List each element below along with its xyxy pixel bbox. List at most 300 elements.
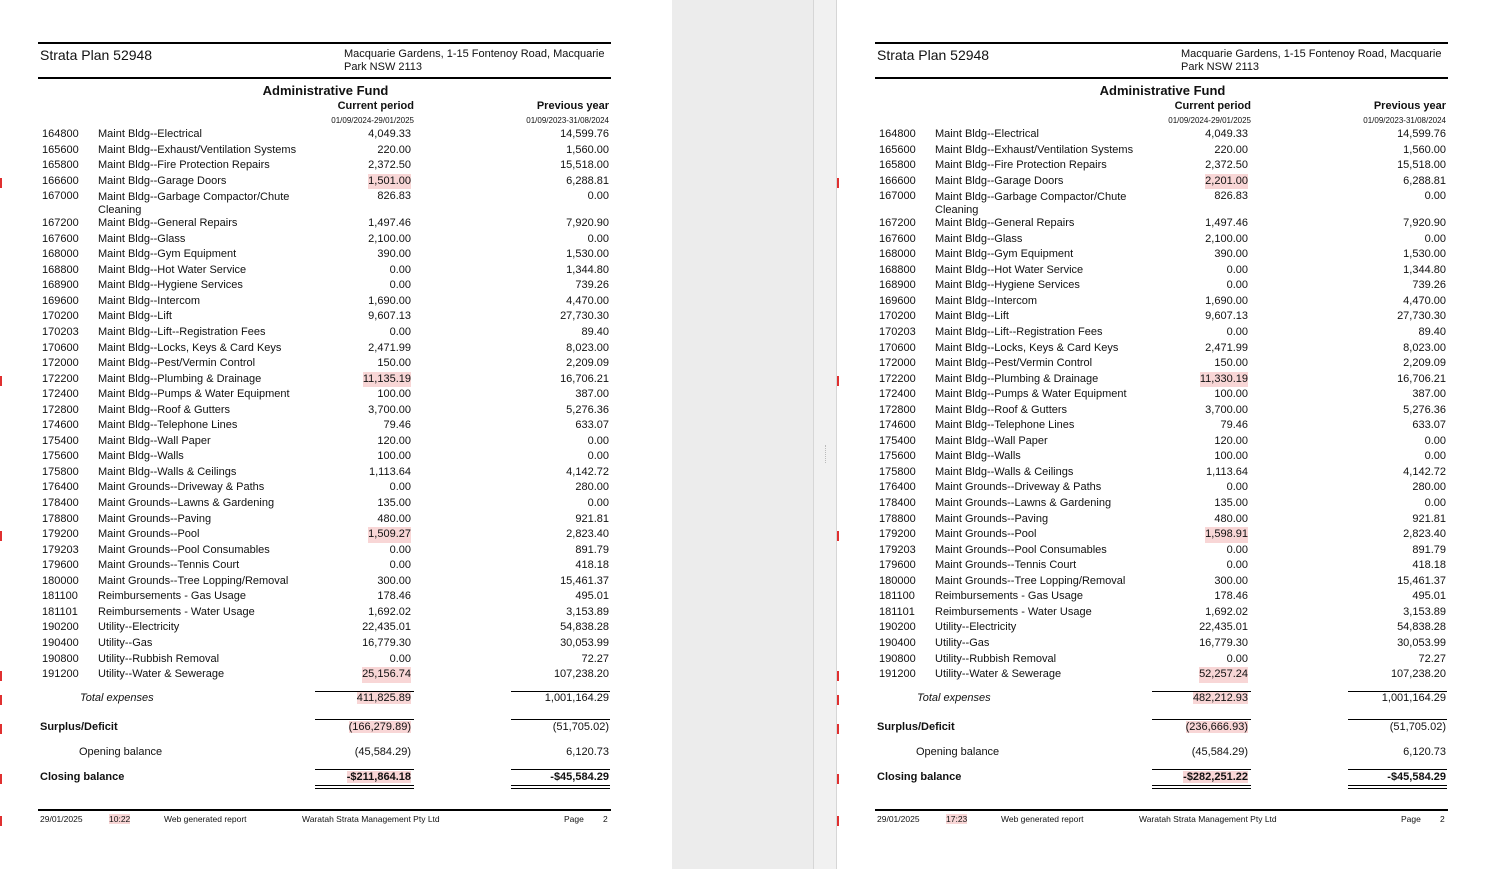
current-amount: 0.00 <box>1226 279 1248 292</box>
account-description: Utility--Gas <box>935 636 990 649</box>
previous-amount: 0.00 <box>587 497 609 510</box>
account-description: Maint Bldg--Wall Paper <box>98 434 211 447</box>
account-code: 167600 <box>879 232 916 245</box>
table-row <box>875 278 1448 294</box>
previous-amount: 16,706.21 <box>560 372 609 385</box>
previous-amount: 739.26 <box>1412 279 1446 292</box>
current-amount: 2,372.50 <box>1205 159 1248 172</box>
account-description: Maint Bldg--Walls & Ceilings <box>98 465 237 478</box>
current-amount: 0.00 <box>389 543 411 556</box>
closing-cur-top-rule <box>1152 769 1251 770</box>
expense-table <box>38 127 611 683</box>
property-address: Macquarie Gardens, 1-15 Fontenoy Road, Macquarie Park NSW 2113 <box>1181 48 1442 73</box>
account-code: 170200 <box>879 310 916 323</box>
previous-amount: 1,344.80 <box>1403 263 1446 276</box>
closing-balance-current: -$282,251.22 <box>1183 771 1248 783</box>
table-row <box>875 356 1448 372</box>
table-row <box>875 449 1448 465</box>
account-description: Maint Bldg--Lift <box>935 310 1009 323</box>
account-code: 167200 <box>42 217 79 230</box>
account-code: 181100 <box>879 590 915 603</box>
current-amount: 0.00 <box>389 263 411 276</box>
total-expenses-current: 482,212.93 <box>1192 692 1248 704</box>
previous-amount: 418.18 <box>575 559 609 572</box>
closing-cur-double-rule <box>315 785 414 789</box>
account-description: Utility--Electricity <box>935 621 1017 634</box>
account-code: 169600 <box>879 294 916 307</box>
previous-amount: 2,209.09 <box>566 357 609 370</box>
left-document-pane[interactable] <box>0 0 672 869</box>
previous-amount: 0.00 <box>587 450 609 463</box>
account-description: Maint Bldg--Walls & Ceilings <box>935 465 1074 478</box>
table-row <box>38 512 611 528</box>
account-description: Maint Bldg--Exhaust/Ventilation Systems <box>935 143 1134 156</box>
account-code: 180000 <box>42 574 79 587</box>
previous-amount: 633.07 <box>575 419 609 432</box>
previous-amount: 0.00 <box>1424 497 1446 510</box>
table-row <box>875 667 1448 683</box>
previous-amount: 54,838.28 <box>560 621 609 634</box>
account-description: Maint Grounds--Tree Lopping/Removal <box>935 574 1126 587</box>
table-row <box>38 496 611 512</box>
account-description: Maint Grounds--Tennis Court <box>98 559 240 572</box>
account-description: Maint Grounds--Tennis Court <box>935 559 1077 572</box>
account-code: 178800 <box>42 512 79 525</box>
table-row <box>875 636 1448 652</box>
previous-amount: 54,838.28 <box>1397 621 1446 634</box>
current-amount: 0.00 <box>1226 326 1248 339</box>
table-row <box>875 418 1448 434</box>
change-marker <box>837 724 839 734</box>
account-code: 172200 <box>879 372 916 385</box>
previous-amount: 921.81 <box>575 512 609 525</box>
account-code: 175400 <box>879 434 916 447</box>
total-expenses-current: 411,825.89 <box>356 692 411 704</box>
account-description: Maint Bldg--Gym Equipment <box>98 248 237 261</box>
account-description: Maint Bldg--Hygiene Services <box>935 279 1080 292</box>
current-amount: 3,700.00 <box>1205 403 1248 416</box>
change-marker <box>0 724 2 734</box>
account-description: Maint Bldg--Exhaust/Ventilation Systems <box>98 143 297 156</box>
footer-company: Waratah Strata Management Pty Ltd <box>302 814 440 824</box>
pane-splitter[interactable] <box>813 0 837 869</box>
account-code: 172400 <box>879 388 916 401</box>
account-code: 178400 <box>879 497 916 510</box>
fund-title: Administrative Fund <box>262 83 389 98</box>
account-description: Reimbursements - Gas Usage <box>98 590 246 603</box>
account-code: 168000 <box>879 248 916 261</box>
table-row <box>38 387 611 403</box>
previous-amount: 2,823.40 <box>1403 528 1446 541</box>
current-amount: 300.00 <box>377 574 411 587</box>
previous-amount: 27,730.30 <box>560 310 609 323</box>
current-amount: 100.00 <box>377 450 411 463</box>
table-row <box>38 605 611 621</box>
account-description: Maint Bldg--Lift--Registration Fees <box>98 326 266 339</box>
property-address: Macquarie Gardens, 1-15 Fontenoy Road, Macquarie Park NSW 2113 <box>344 48 605 73</box>
previous-amount: 7,920.90 <box>1403 217 1446 230</box>
account-description: Maint Grounds--Tree Lopping/Removal <box>98 574 289 587</box>
table-row <box>875 387 1448 403</box>
account-description: Maint Bldg--Pest/Vermin Control <box>935 357 1093 370</box>
table-row <box>875 589 1448 605</box>
strata-plan-title: Strata Plan 52948 <box>40 47 153 63</box>
account-description: Maint Bldg--Garage Doors <box>98 174 227 187</box>
table-row <box>875 543 1448 559</box>
table-row <box>38 465 611 481</box>
previous-amount: 4,470.00 <box>566 294 609 307</box>
table-row <box>875 620 1448 636</box>
previous-amount: 107,238.20 <box>553 668 609 681</box>
table-row <box>875 189 1448 216</box>
current-amount: 2,372.50 <box>368 159 411 172</box>
pane-gutter <box>672 0 813 869</box>
current-amount: 0.00 <box>1226 481 1248 494</box>
change-marker <box>0 671 2 681</box>
account-description: Utility--Water & Sewerage <box>98 668 225 681</box>
footer-rule <box>38 809 611 811</box>
previous-amount: 1,560.00 <box>1403 143 1446 156</box>
table-row <box>38 174 611 190</box>
current-amount: 0.00 <box>1226 559 1248 572</box>
previous-amount: 921.81 <box>1412 512 1446 525</box>
account-description: Maint Bldg--Glass <box>98 232 186 245</box>
opening-balance-label: Opening balance <box>79 746 163 758</box>
account-code: 168800 <box>42 263 79 276</box>
previous-amount: 107,238.20 <box>1390 668 1446 681</box>
current-amount: 390.00 <box>1214 248 1248 261</box>
current-amount: 0.00 <box>1226 263 1248 276</box>
closing-prev-top-rule <box>511 769 610 770</box>
change-marker <box>0 376 2 386</box>
account-code: 175400 <box>42 434 79 447</box>
account-description: Maint Bldg--General Repairs <box>935 217 1075 230</box>
previous-year-dates: 01/09/2023-31/08/2024 <box>526 116 609 125</box>
account-code: 166600 <box>42 174 79 187</box>
account-code: 165600 <box>879 143 916 156</box>
current-period-dates: 01/09/2024-29/01/2025 <box>331 116 414 125</box>
change-marker <box>0 816 2 826</box>
table-row <box>875 434 1448 450</box>
closing-prev-double-rule <box>511 785 610 789</box>
current-amount: 79.46 <box>1220 419 1248 432</box>
account-description: Maint Bldg--Roof & Gutters <box>935 403 1068 416</box>
table-row <box>38 620 611 636</box>
closing-balance-current: -$211,864.18 <box>346 771 411 783</box>
footer-time: 17:23 <box>946 814 968 824</box>
table-row <box>38 216 611 232</box>
account-code: 172800 <box>42 403 79 416</box>
opening-balance-current: (45,584.29) <box>354 746 411 758</box>
account-description: Maint Bldg--Roof & Gutters <box>98 403 231 416</box>
previous-amount: 89.40 <box>581 326 609 339</box>
splitter-grip-icon[interactable] <box>825 445 827 463</box>
table-row <box>38 652 611 668</box>
account-description: Utility--Electricity <box>98 621 180 634</box>
current-amount: 120.00 <box>1214 434 1248 447</box>
account-description: Maint Bldg--Locks, Keys & Card Keys <box>935 341 1119 354</box>
change-marker <box>0 695 2 705</box>
account-code: 191200 <box>879 668 916 681</box>
table-row <box>38 278 611 294</box>
previous-amount: 0.00 <box>1424 190 1446 203</box>
current-amount: 0.00 <box>1226 543 1248 556</box>
total-expenses-previous: 1,001,164.29 <box>1381 692 1446 704</box>
account-description: Maint Grounds--Paving <box>935 512 1049 525</box>
change-marker <box>837 376 839 386</box>
account-code: 190400 <box>879 636 916 649</box>
opening-balance-current: (45,584.29) <box>1191 746 1248 758</box>
previous-amount: 5,276.36 <box>566 403 609 416</box>
previous-amount: 14,599.76 <box>1397 128 1446 140</box>
previous-amount: 0.00 <box>1424 450 1446 463</box>
table-row <box>875 158 1448 174</box>
closing-prev-top-rule <box>1348 769 1447 770</box>
account-description: Maint Bldg--Telephone Lines <box>935 419 1075 432</box>
account-code: 167000 <box>879 190 916 203</box>
current-amount: 22,435.01 <box>1199 621 1248 634</box>
account-code: 172000 <box>42 357 79 370</box>
account-code: 191200 <box>42 668 79 681</box>
current-amount: 1,692.02 <box>1205 605 1248 618</box>
previous-amount: 30,053.99 <box>560 636 609 649</box>
current-amount: 22,435.01 <box>362 621 411 634</box>
account-code: 172000 <box>879 357 916 370</box>
account-description: Maint Grounds--Lawns & Gardening <box>935 497 1112 510</box>
footer-page-label: Page <box>564 814 584 824</box>
total-expenses-label: Total expenses <box>80 692 154 704</box>
table-row <box>38 263 611 279</box>
account-code: 190800 <box>42 652 79 665</box>
current-amount: 150.00 <box>1214 357 1248 370</box>
account-code: 164800 <box>879 128 916 140</box>
account-description: Utility--Rubbish Removal <box>935 652 1057 665</box>
previous-amount: 387.00 <box>575 388 609 401</box>
table-row <box>38 341 611 357</box>
account-code: 175600 <box>42 450 79 463</box>
change-marker <box>837 531 839 541</box>
account-code: 179200 <box>42 528 79 541</box>
table-row <box>875 480 1448 496</box>
previous-amount: 0.00 <box>1424 434 1446 447</box>
account-code: 165600 <box>42 143 79 156</box>
current-amount: 16,779.30 <box>1199 636 1248 649</box>
previous-amount: 495.01 <box>1412 590 1446 603</box>
header-bottom-rule <box>38 77 611 79</box>
table-row <box>38 294 611 310</box>
previous-amount: 739.26 <box>575 279 609 292</box>
account-code: 179600 <box>42 559 79 572</box>
account-description: Maint Bldg--Telephone Lines <box>98 419 238 432</box>
table-row <box>38 589 611 605</box>
account-description: Maint Bldg--Hygiene Services <box>98 279 243 292</box>
table-row <box>38 356 611 372</box>
account-description: Maint Bldg--Plumbing & Drainage <box>98 372 262 385</box>
strata-plan-title: Strata Plan 52948 <box>877 47 990 63</box>
table-row <box>38 527 611 543</box>
footer-page-number: 2 <box>603 814 608 824</box>
table-row <box>38 189 611 216</box>
total-expenses-label: Total expenses <box>917 692 991 704</box>
closing-cur-top-rule <box>315 769 414 770</box>
account-code: 168000 <box>42 248 79 261</box>
previous-amount: 2,823.40 <box>566 528 609 541</box>
account-description: Reimbursements - Water Usage <box>98 605 255 618</box>
previous-amount: 3,153.89 <box>1403 605 1446 618</box>
account-description: Reimbursements - Water Usage <box>935 605 1092 618</box>
current-amount: 3,700.00 <box>368 403 411 416</box>
closing-balance-previous: -$45,584.29 <box>550 771 609 783</box>
table-row <box>38 434 611 450</box>
table-row <box>38 403 611 419</box>
table-row <box>38 480 611 496</box>
account-code: 179200 <box>879 528 916 541</box>
current-amount: 11,135.19 <box>363 372 411 388</box>
account-description: Maint Bldg--Intercom <box>935 294 1038 307</box>
current-amount: 1,690.00 <box>1205 294 1248 307</box>
previous-amount: 418.18 <box>1412 559 1446 572</box>
current-amount: 826.83 <box>377 190 411 203</box>
account-code: 168900 <box>879 279 916 292</box>
current-amount: 390.00 <box>377 248 411 261</box>
footer-rule <box>875 809 1448 811</box>
footer-time: 10:22 <box>109 814 131 824</box>
report-page <box>875 0 1448 869</box>
previous-year-header: Previous year <box>1373 100 1446 112</box>
account-code: 170600 <box>879 341 916 354</box>
previous-amount: 4,142.72 <box>566 465 609 478</box>
previous-amount: 387.00 <box>1412 388 1446 401</box>
account-description: Maint Bldg--Gym Equipment <box>935 248 1074 261</box>
table-row <box>875 174 1448 190</box>
previous-year-header: Previous year <box>536 100 609 112</box>
footer-page-label: Page <box>1401 814 1421 824</box>
current-amount: 135.00 <box>377 497 411 510</box>
account-description: Maint Grounds--Lawns & Gardening <box>98 497 275 510</box>
surplus-deficit-current: (236,666.93) <box>1185 721 1248 733</box>
current-amount: 826.83 <box>1214 190 1248 203</box>
current-amount: 2,471.99 <box>1205 341 1248 354</box>
account-code: 190200 <box>42 621 79 634</box>
account-code: 165800 <box>42 159 79 172</box>
current-amount: 220.00 <box>1214 143 1248 156</box>
previous-amount: 280.00 <box>575 481 609 494</box>
surplus-deficit-previous: (51,705.02) <box>552 721 609 733</box>
account-code: 168900 <box>42 279 79 292</box>
report-page <box>38 0 611 869</box>
current-amount: 100.00 <box>1214 388 1248 401</box>
account-description: Maint Bldg--Pest/Vermin Control <box>98 357 256 370</box>
previous-amount: 15,461.37 <box>1397 574 1446 587</box>
current-amount: 2,100.00 <box>1205 232 1248 245</box>
current-period-header: Current period <box>1174 100 1251 112</box>
table-row <box>38 543 611 559</box>
account-code: 181101 <box>42 605 78 618</box>
table-row <box>875 294 1448 310</box>
account-description: Maint Bldg--Fire Protection Repairs <box>98 159 270 172</box>
closing-balance-label: Closing balance <box>877 771 962 783</box>
table-row <box>875 496 1448 512</box>
change-marker <box>837 178 839 188</box>
table-row <box>38 247 611 263</box>
account-description: Maint Bldg--Hot Water Service <box>98 263 247 276</box>
account-description: Maint Bldg--Walls <box>935 450 1021 463</box>
previous-amount: 1,530.00 <box>1403 248 1446 261</box>
account-code: 176400 <box>879 481 916 494</box>
current-amount: 100.00 <box>1214 450 1248 463</box>
table-row <box>875 263 1448 279</box>
account-code: 179600 <box>879 559 916 572</box>
change-marker <box>837 816 839 826</box>
change-marker <box>0 531 2 541</box>
account-code: 167000 <box>42 190 79 203</box>
current-amount: 2,201.00 <box>1205 174 1248 190</box>
previous-amount: 5,276.36 <box>1403 403 1446 416</box>
account-code: 166600 <box>879 174 916 187</box>
previous-amount: 72.27 <box>1418 652 1446 665</box>
account-code: 172400 <box>42 388 79 401</box>
account-code: 180000 <box>879 574 916 587</box>
table-row <box>38 158 611 174</box>
previous-amount: 15,518.00 <box>1397 159 1446 172</box>
surplus-deficit-label: Surplus/Deficit <box>877 721 955 733</box>
table-row <box>38 372 611 388</box>
account-description: Maint Grounds--Paving <box>98 512 212 525</box>
current-period-header: Current period <box>337 100 414 112</box>
account-description: Maint Bldg--Pumps & Water Equipment <box>935 388 1127 401</box>
current-amount: 25,156.74 <box>362 667 411 683</box>
current-amount: 178.46 <box>377 590 411 603</box>
account-code: 168800 <box>879 263 916 276</box>
account-description: Maint Bldg--General Repairs <box>98 217 238 230</box>
previous-amount: 4,142.72 <box>1403 465 1446 478</box>
footer-company: Waratah Strata Management Pty Ltd <box>1139 814 1277 824</box>
current-amount: 0.00 <box>389 326 411 339</box>
previous-amount: 2,209.09 <box>1403 357 1446 370</box>
previous-amount: 495.01 <box>575 590 609 603</box>
current-amount: 9,607.13 <box>368 310 411 323</box>
previous-amount: 7,920.90 <box>566 217 609 230</box>
current-amount: 480.00 <box>377 512 411 525</box>
previous-amount: 0.00 <box>587 434 609 447</box>
account-description: Utility--Water & Sewerage <box>935 668 1062 681</box>
table-row <box>38 418 611 434</box>
current-amount: 0.00 <box>1226 652 1248 665</box>
current-amount: 4,049.33 <box>368 128 411 140</box>
account-description: Maint Bldg--Intercom <box>98 294 201 307</box>
account-description: Maint Bldg--Electrical <box>98 128 202 140</box>
table-row <box>875 143 1448 159</box>
right-document-pane[interactable] <box>837 0 1510 869</box>
account-code: 190400 <box>42 636 79 649</box>
current-amount: 11,330.19 <box>1200 372 1248 388</box>
table-row <box>875 527 1448 543</box>
account-description: Maint Grounds--Pool <box>935 528 1037 541</box>
current-amount: 1,497.46 <box>368 217 411 230</box>
table-row <box>38 127 611 143</box>
current-amount: 1,497.46 <box>1205 217 1248 230</box>
previous-year-dates: 01/09/2023-31/08/2024 <box>1363 116 1446 125</box>
table-row <box>875 232 1448 248</box>
current-amount: 1,690.00 <box>368 294 411 307</box>
previous-amount: 8,023.00 <box>1403 341 1446 354</box>
footer-page-number: 2 <box>1440 814 1445 824</box>
account-code: 178400 <box>42 497 79 510</box>
change-marker <box>0 774 2 784</box>
previous-amount: 15,461.37 <box>560 574 609 587</box>
current-period-dates: 01/09/2024-29/01/2025 <box>1168 116 1251 125</box>
table-row <box>38 574 611 590</box>
